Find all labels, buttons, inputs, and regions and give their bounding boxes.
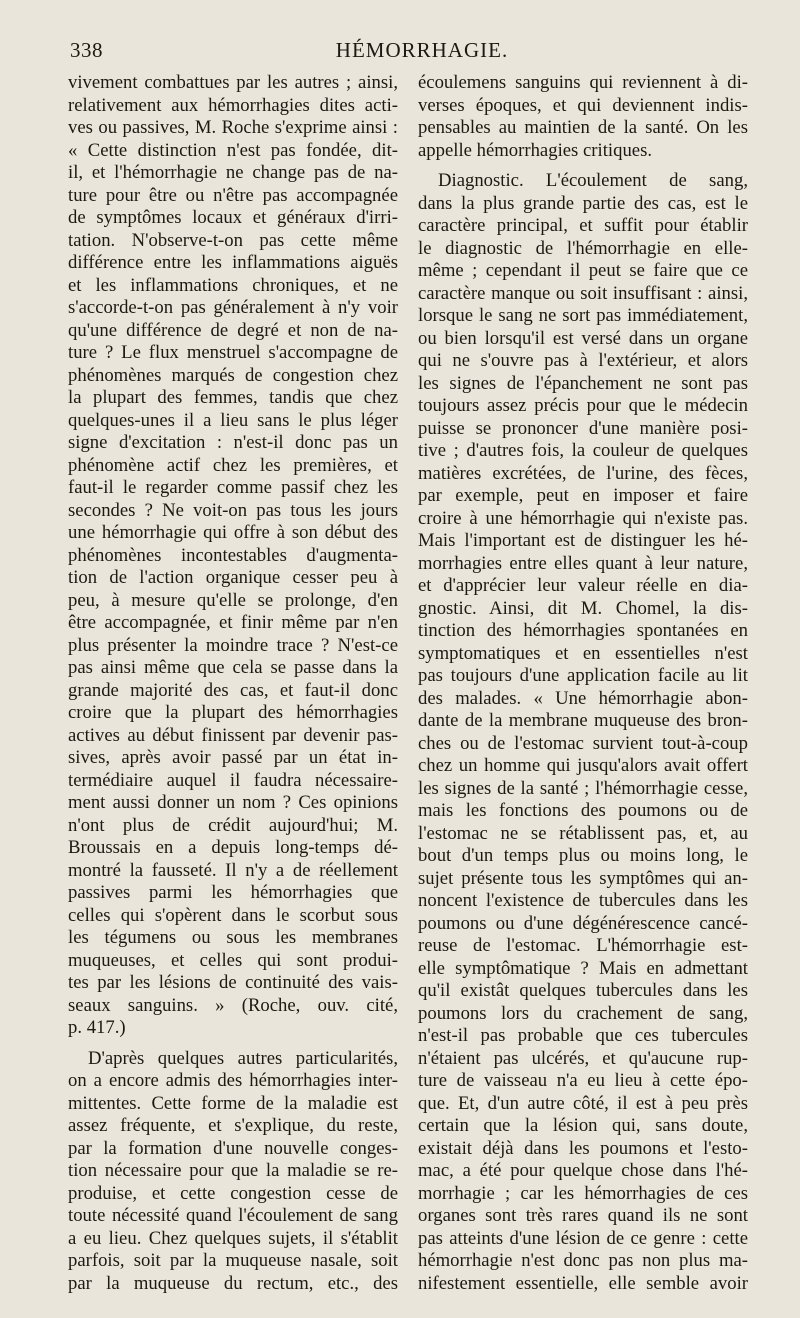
text-line: « Cette distinction n'est pas fondée, dit- [68, 139, 398, 161]
text-line: ture pour être ou n'être pas accompagnée [68, 184, 398, 206]
text-line: tinction des hémorrhagies spontanées en [418, 620, 748, 641]
text-line: secondes ? Ne voit-on pas tous les jours [68, 499, 398, 521]
text-line: pas atteints d'une lésion de ce genre : cette [418, 1227, 748, 1249]
text-line: poumons ou d'une dégénérescence cancé- [418, 912, 748, 934]
text-line: différence entre les inflammations aiguës [68, 252, 398, 273]
text-line: poumons lors du crachement de sang, [418, 1002, 748, 1024]
text-line: montré la fausseté. Il n'y a de réellement [68, 859, 398, 881]
text-line: Diagnostic. L'écoulement de sang, [438, 170, 748, 191]
text-line: Broussais en a depuis long-temps dé- [68, 837, 398, 858]
text-line: bout d'un temps plus ou moins long, le [418, 845, 748, 866]
text-line: l'estomac ne se rétablissent pas, et, au [418, 822, 748, 844]
text-line: ture ? Le flux menstruel s'accompagne de [68, 342, 398, 363]
text-line: p. 417.) [68, 1017, 126, 1038]
text-line: de symptômes locaux et généraux d'irri- [68, 207, 398, 228]
text-line: ou bien lorsqu'il est versé dans un organe [418, 327, 748, 349]
text-line: les signes de la santé ; l'hémorrhagie cesse, [418, 777, 748, 799]
text-line: relativement aux hémorrhagies dites acti- [68, 94, 398, 116]
text-line: vivement combattues par les autres ; ainsi, [68, 72, 398, 93]
text-line: produise, et cette congestion cesse de [68, 1182, 398, 1204]
text-line: termédiaire auquel il faudra nécessaire- [68, 769, 398, 791]
text-line: tes par les lésions de continuité des vais- [68, 972, 398, 993]
text-line: être accompagnée, et finir même par n'en [68, 612, 398, 633]
text-line: qu'une différence de degré et non de na- [68, 319, 398, 341]
text-line: mais les fonctions des poumons ou de [418, 800, 748, 821]
text-line: ves ou passives, M. Roche s'exprime ainsi : [68, 117, 398, 138]
text-line: une hémorrhagie qui offre à son début des [68, 522, 398, 543]
text-line: le diagnostic de l'hémorrhagie en elle- [418, 237, 748, 259]
text-line: dans la plus grande partie des cas, est le [418, 192, 748, 214]
text-line: on a encore admis des hémorrhagies inter- [68, 1070, 398, 1091]
text-line: peu, à mesure qu'elle se prolonge, d'en [68, 589, 398, 611]
text-line: toujours assez précis pour que le médecin [418, 395, 748, 416]
text-line: faut-il le regarder comme passif chez les [68, 477, 398, 498]
text-line: tion de l'action organique cesser peu à [68, 567, 398, 588]
text-line: morrhagie ; car les hémorrhagies de ces [418, 1182, 748, 1204]
text-line: pas toujours d'une application facile au lit [418, 665, 748, 686]
text-line: n'étaient pas ulcérés, et qu'aucune rup- [418, 1047, 748, 1069]
text-line: ches ou de l'estomac survient tout-à-coup [418, 732, 748, 754]
text-line: croire que la plupart des hémorrhagies [68, 702, 398, 723]
text-line: n'ont plus de crédit aujourd'hui; M. [68, 814, 398, 836]
text-line: des malades. « Une hémorrhagie abon- [418, 687, 748, 709]
text-line: par exemple, peut en imposer et faire [418, 485, 748, 506]
running-head: HÉMORRHAGIE. [335, 38, 509, 62]
text-line: sujet présente tous les symptômes qui an- [418, 867, 748, 889]
text-line: elle symptômatique ? Mais en admettant [418, 957, 748, 979]
text-line: lorsque le sang ne sort pas immédiatement, [418, 305, 748, 326]
text-line: existait déjà dans les poumons et l'esto- [418, 1137, 748, 1159]
text-line: phénomène actif chez les premières, et [68, 454, 398, 476]
text-line: caractère principal, et suffit pour établir [418, 215, 748, 236]
text-line: qui ne s'ouvre pas à l'extérieur, et alors [418, 350, 748, 371]
text-line: Mais l'important est de distinguer les hé- [418, 530, 748, 551]
text-line: passives parmi les hémorrhagies que [68, 882, 398, 903]
text-line: pas ainsi même que cela se passe dans la [68, 657, 398, 678]
text-line: parfois, soit par la muqueuse nasale, soit [68, 1250, 398, 1271]
text-line: symptomatiques et en essentielles n'est [418, 642, 748, 664]
text-line: grande majorité des cas, et faut-il donc [68, 679, 398, 701]
text-line: gnostic. Ainsi, dit M. Chomel, la dis- [418, 597, 748, 619]
text-line: hémorrhagie n'est donc pas non plus ma- [418, 1250, 748, 1271]
text-line: par la muqueuse du rectum, etc., des [68, 1272, 398, 1294]
text-line: phénomènes marqués de congestion chez [68, 364, 398, 386]
text-line: mac, a été pour quelque chose dans l'hé- [418, 1160, 748, 1181]
text-line: même ; cependant il peut se faire que ce [418, 260, 748, 281]
text-line: les tégumens ou sous les membranes [68, 927, 398, 948]
text-line: que. Et, d'un autre côté, il est à peu près [418, 1092, 748, 1114]
text-line: assez fréquente, et s'explique, du reste, [68, 1115, 398, 1136]
text-line: et d'apprécier leur valeur réelle en dia- [418, 575, 748, 596]
text-line: morrhagies entre elles quant à leur nature, [418, 552, 748, 574]
text-line: nifestement essentielle, elle semble avoir [418, 1272, 748, 1294]
page-number: 338 [70, 38, 103, 62]
text-line: tation. N'observe-t-on pas cette même [68, 229, 398, 251]
text-line: n'est-il pas probable que ces tubercules [418, 1025, 748, 1046]
left-text-column [68, 72, 398, 1295]
page-header [70, 38, 774, 68]
text-line: certain que la lésion qui, sans doute, [418, 1115, 748, 1136]
text-line: phénomènes incontestables d'augmenta- [68, 544, 398, 566]
text-line: les signes de l'épanchement ne sont pas [418, 372, 748, 394]
text-line: s'accorde-t-on pas généralement à n'y voir [68, 297, 398, 318]
text-line: chez un homme qui jusqu'alors avait offert [418, 755, 748, 776]
text-line: écoulemens sanguins qui reviennent à di- [418, 72, 748, 93]
text-line: la plupart des femmes, tandis que chez [68, 387, 398, 408]
text-line: reuse de l'estomac. L'hémorrhagie est- [418, 935, 748, 956]
text-line: et les inflammations chroniques, et ne [68, 274, 398, 296]
text-line: pensables au maintien de la santé. On les [418, 117, 748, 138]
text-line: mittentes. Cette forme de la maladie est [68, 1092, 398, 1114]
text-line: caractère manque ou soit insuffisant : ainsi, [418, 282, 748, 304]
text-line: muqueuses, et celles qui sont produi- [68, 949, 398, 971]
text-line: a eu lieu. Chez quelques sujets, il s'établit [68, 1227, 398, 1249]
text-line: organes sont très rares quand ils ne sont [418, 1205, 748, 1226]
text-line: appelle hémorrhagies critiques. [418, 139, 653, 161]
text-line: toute nécessité quand l'écoulement de sang [68, 1205, 398, 1226]
text-line: quelques-unes il a lieu sans le plus léger [68, 409, 398, 431]
text-line: tion nécessaire pour que la maladie se re- [68, 1160, 398, 1181]
paragraph-gap [68, 1040, 398, 1048]
right-text-column [418, 72, 748, 1295]
text-line: qu'il existât quelques tubercules dans les [418, 980, 748, 1001]
text-line: ment aussi donner un nom ? Ces opinions [68, 792, 398, 813]
text-line: tive ; d'autres fois, la couleur de quelques [418, 440, 748, 461]
text-line: par la formation d'une nouvelle conges- [68, 1137, 398, 1159]
paragraph-gap [418, 162, 748, 170]
text-line: ture de vaisseau n'a eu lieu à cette épo- [418, 1070, 748, 1091]
text-line: celles qui s'opèrent dans le scorbut sous [68, 904, 398, 926]
text-line: dante de la membrane muqueuse des bron- [418, 710, 748, 731]
text-line: seaux sanguins. » (Roche, ouv. cité, [68, 994, 398, 1016]
text-line: verses époques, et qui deviennent indis- [418, 94, 748, 116]
text-line: D'après quelques autres particularités, [88, 1047, 398, 1069]
text-line: noncent l'existence de tubercules dans les [418, 890, 748, 911]
text-line: il, et l'hémorrhagie ne change pas de na- [68, 162, 398, 183]
text-line: matières excrétées, de l'urine, des fèces, [418, 462, 748, 484]
text-line: plus présenter la moindre trace ? N'est-ce [68, 634, 398, 656]
text-line: signe d'excitation : n'est-il donc pas un [68, 432, 398, 453]
text-line: puisse se prononcer d'une manière posi- [418, 417, 748, 439]
text-line: actives au début finissent par devenir pas- [68, 724, 398, 746]
text-line: sives, après avoir passé par un état in- [68, 747, 398, 768]
text-line: croire à une hémorrhagie qui n'existe pas. [418, 507, 748, 529]
